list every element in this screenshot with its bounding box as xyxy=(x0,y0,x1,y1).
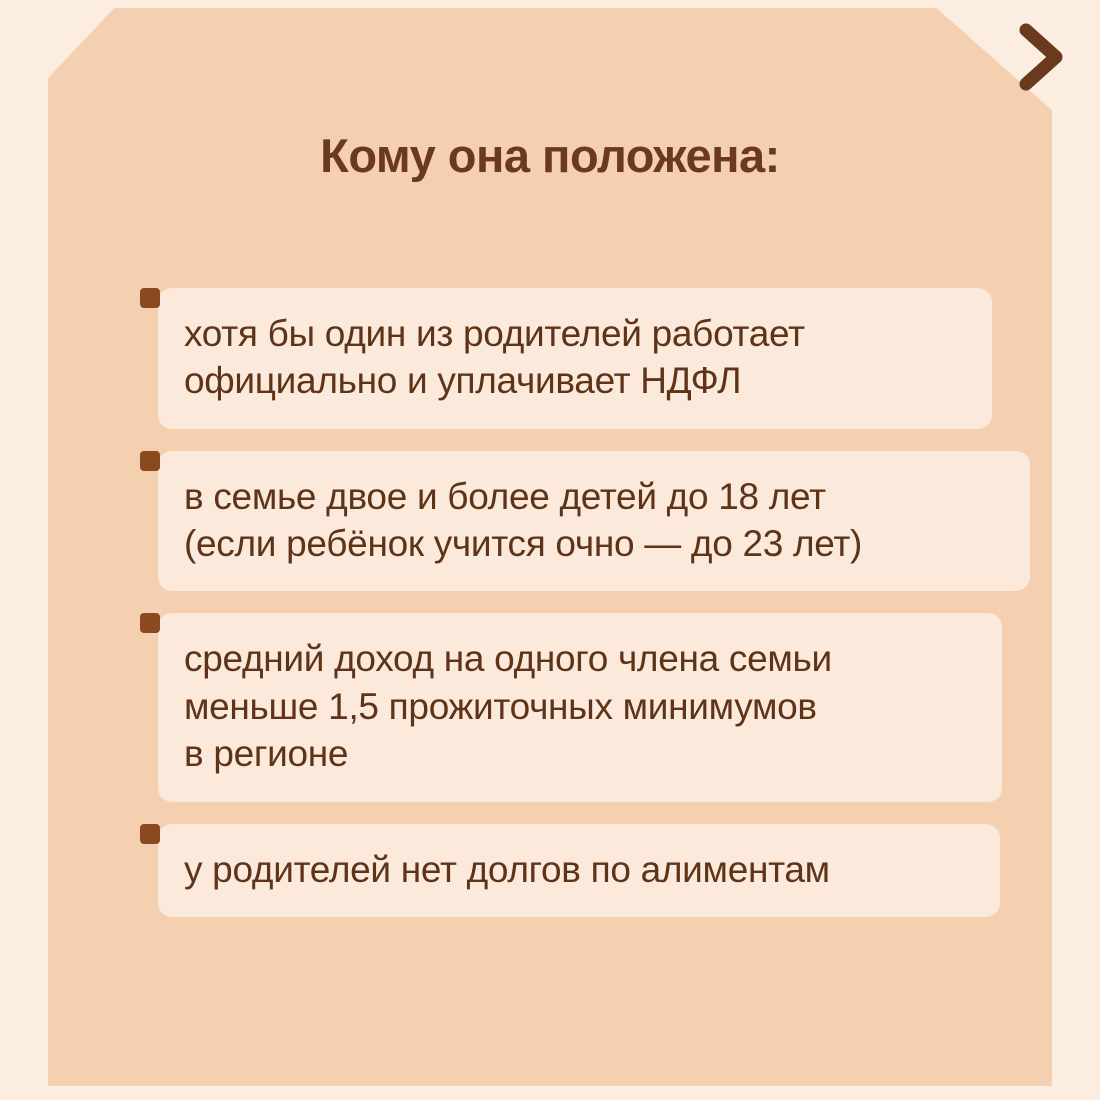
square-bullet-icon xyxy=(140,288,160,308)
list-item-text: средний доход на одного члена семьи меньше 1,5 прожиточных минимумов в регионе xyxy=(158,613,1002,801)
square-bullet-icon xyxy=(140,451,160,471)
list-item xyxy=(140,613,1020,801)
square-bullet-icon xyxy=(140,824,160,844)
list-item-text: хотя бы один из родителей работает официально и уплачивает НДФЛ xyxy=(158,288,992,429)
eligibility-list xyxy=(140,288,1020,939)
square-bullet-icon xyxy=(140,613,160,633)
list-item xyxy=(140,824,1020,917)
list-item-text: в семье двое и более детей до 18 лет (если ребёнок учится очно — до 23 лет) xyxy=(158,451,1030,592)
list-item-text: у родителей нет долгов по алиментам xyxy=(158,824,1000,917)
page-title: Кому она положена: xyxy=(320,129,780,182)
list-item xyxy=(140,451,1020,592)
list-item xyxy=(140,288,1020,429)
chevron-right-icon[interactable] xyxy=(1006,18,1076,96)
